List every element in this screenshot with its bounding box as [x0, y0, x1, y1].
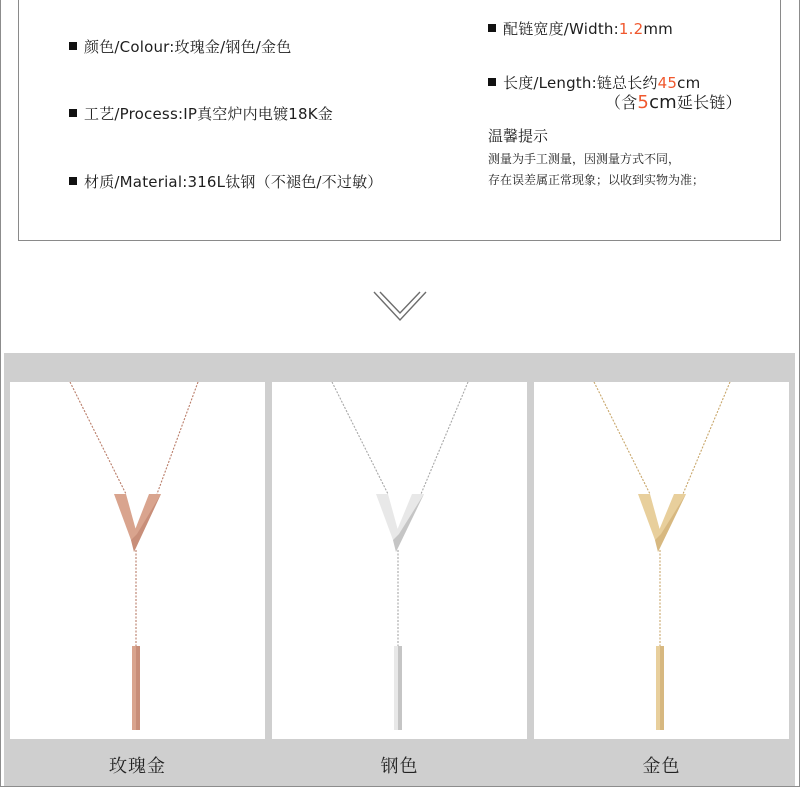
spec-width [488, 18, 673, 39]
notice-line-1: 测量为手工测量，因测量方式不同， [488, 152, 681, 166]
spec-colour [69, 36, 291, 57]
caption-steel: 钢色 [380, 756, 419, 777]
bullet-icon [488, 24, 496, 32]
bullet-icon [69, 109, 77, 117]
necklace-steel [272, 382, 527, 739]
spec-box [18, 0, 781, 241]
caption-gold: 金色 [642, 756, 681, 777]
bullet-icon [69, 42, 77, 50]
spec-extension [605, 90, 742, 113]
bullet-icon [488, 78, 496, 86]
caption-rose-gold: 玫瑰金 [109, 756, 166, 777]
spec-length-value: 45 [657, 74, 678, 92]
spec-ext-unit: cm [649, 92, 677, 113]
necklace-rose-gold [10, 382, 265, 739]
spec-width-unit: mm [643, 20, 673, 38]
spec-length-unit: cm [677, 74, 701, 92]
product-gallery [4, 353, 795, 786]
spec-length-label: 长度/Length:链总长约 [503, 74, 658, 92]
spec-colour-text: 颜色/Colour:玫瑰金/钢色/金色 [84, 38, 292, 56]
product-panel-gold[interactable] [534, 382, 789, 739]
notice-title: 温馨提示 [488, 127, 549, 145]
necklace-gold [534, 382, 789, 739]
spec-material [69, 171, 383, 192]
product-panel-steel[interactable] [272, 382, 527, 739]
spec-ext-suffix: 延长链） [676, 93, 742, 112]
spec-width-label: 配链宽度/Width: [503, 20, 619, 38]
spec-material-text: 材质/Material:316L钛钢（不褪色/不过敏） [84, 173, 383, 191]
product-panel-rose-gold[interactable] [10, 382, 265, 739]
spec-width-value: 1.2 [618, 20, 644, 38]
bullet-icon [69, 177, 77, 185]
notice-line-2: 存在误差属正常现象；以收到实物为准； [488, 173, 705, 187]
spec-process-text: 工艺/Process:IP真空炉内电镀18K金 [84, 105, 334, 123]
double-chevron-down-icon[interactable] [372, 290, 428, 326]
spec-ext-prefix: （含 [605, 93, 638, 112]
spec-ext-value: 5 [637, 92, 650, 113]
spec-process [69, 103, 333, 124]
